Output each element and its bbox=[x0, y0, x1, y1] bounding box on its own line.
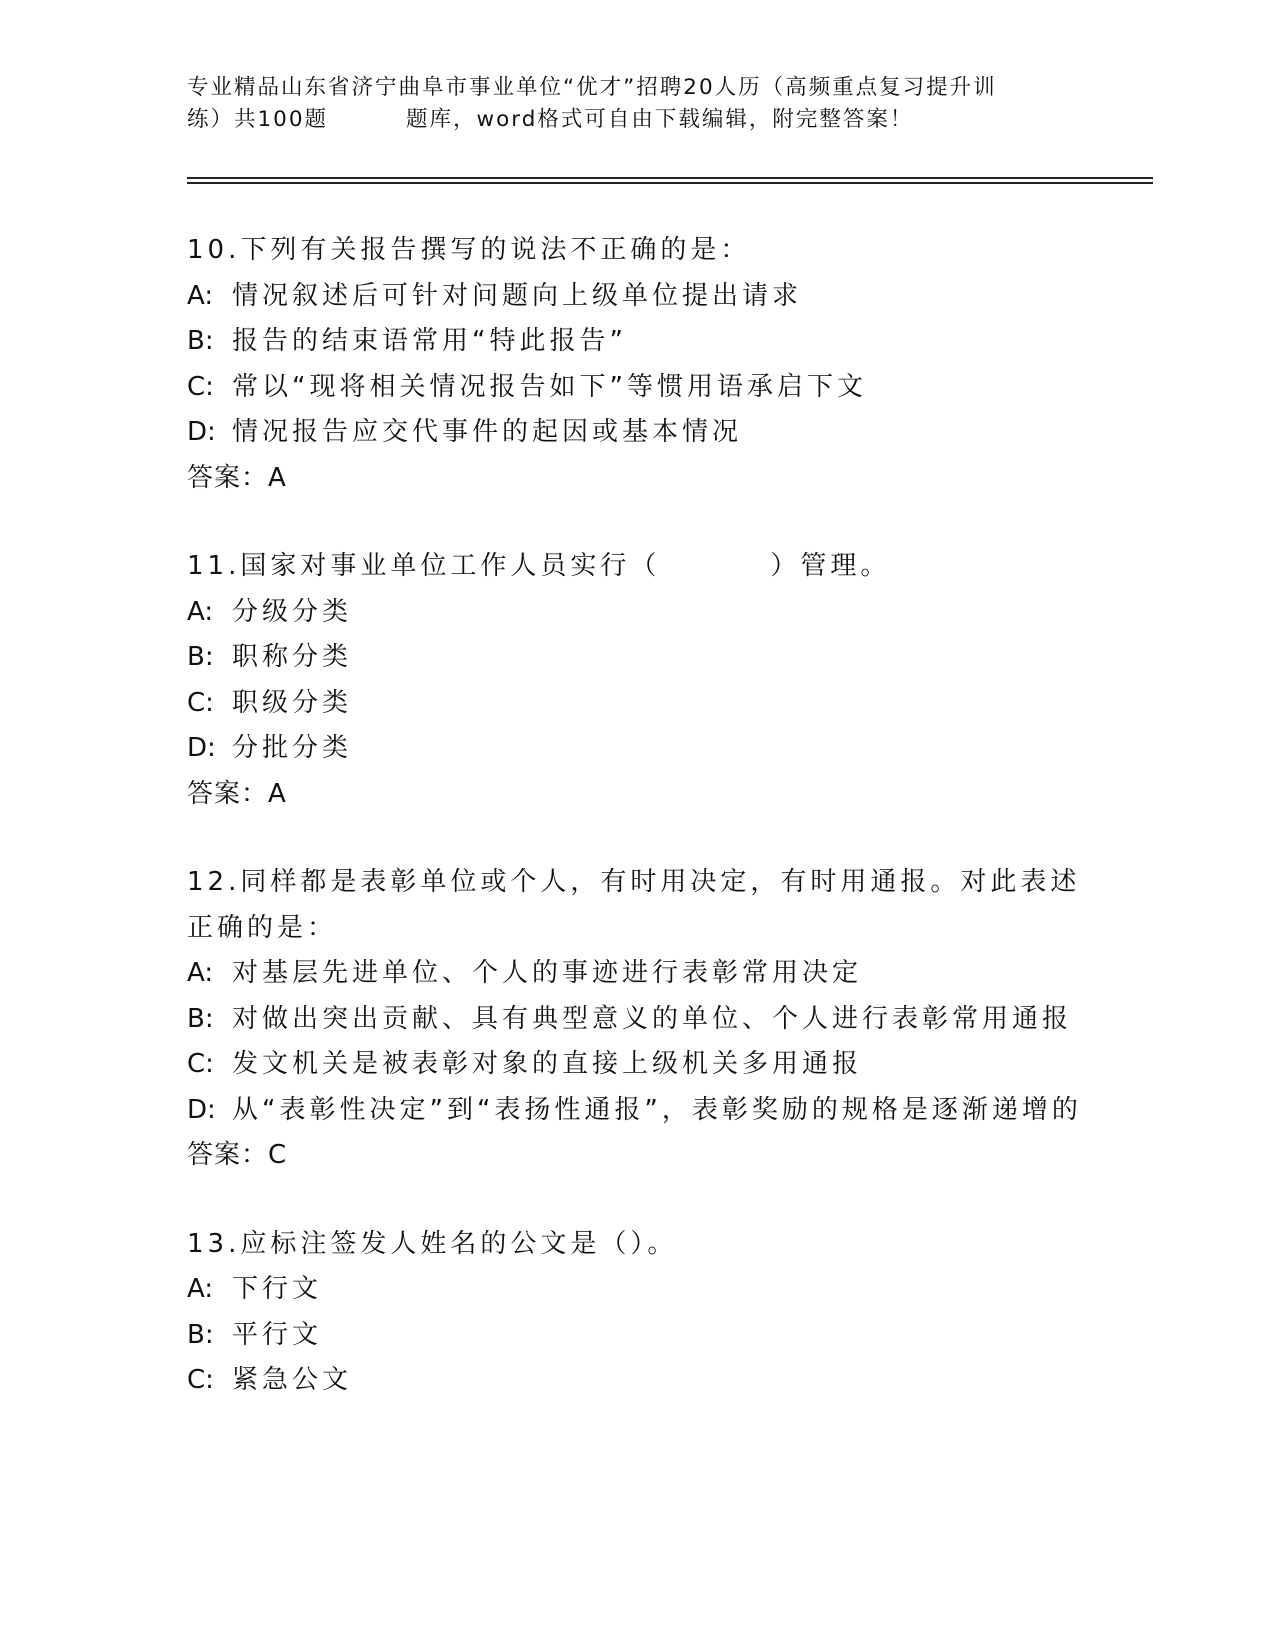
option-a bbox=[187, 951, 1087, 997]
option-letter: B: bbox=[187, 1319, 214, 1350]
option-text: 常以“现将相关情况报告如下”等惯用语承启下文 bbox=[232, 371, 867, 402]
option-text: 分级分类 bbox=[232, 596, 353, 627]
option-d bbox=[187, 1088, 1082, 1134]
option-a bbox=[187, 1267, 1087, 1313]
option-b bbox=[187, 1313, 1087, 1359]
header-divider-bottom bbox=[187, 182, 1153, 184]
question-stem-part-2: ）管理。 bbox=[770, 551, 891, 581]
header-line-2-part-2: 题库，word格式可自由下载编辑，附完整答案！ bbox=[406, 107, 914, 132]
option-a bbox=[187, 274, 1087, 320]
question-stem: 10.下列有关报告撰写的说法不正确的是： bbox=[187, 235, 751, 265]
option-c bbox=[187, 681, 1087, 727]
option-text: 职级分类 bbox=[232, 687, 353, 718]
question-stem-part-1: 11.国家对事业单位工作人员实行（ bbox=[187, 551, 661, 581]
option-text: 从“表彰性决定”到“表扬性通报”，表彰奖励的规格是逐渐递增的 bbox=[232, 1094, 1082, 1125]
option-letter: C: bbox=[187, 687, 214, 718]
option-text: 报告的结束语常用“特此报告” bbox=[232, 326, 627, 356]
option-letter: A: bbox=[187, 1274, 214, 1304]
answer-line: 答案：C bbox=[187, 1140, 288, 1170]
option-d bbox=[187, 410, 1087, 456]
answer-line: 答案：A bbox=[187, 778, 287, 809]
option-b bbox=[187, 997, 1087, 1043]
question-stem: 12.同样都是表彰单位或个人，有时用决定，有时用通报。对此表述正确的是： bbox=[187, 867, 1081, 943]
header-line-1: 专业精品山东省济宁曲阜市事业单位“优才”招聘20人历（高频重点复习提升训 bbox=[187, 75, 997, 100]
option-text: 紧急公文 bbox=[232, 1365, 353, 1395]
question-stem: 13.应标注签发人姓名的公文是（）。 bbox=[187, 1228, 678, 1259]
option-letter: D: bbox=[187, 733, 216, 763]
question-stem bbox=[187, 544, 1087, 590]
option-c bbox=[187, 365, 1087, 411]
option-b bbox=[187, 635, 1087, 681]
option-c bbox=[187, 1042, 1087, 1088]
option-letter: A: bbox=[187, 280, 214, 311]
option-text: 对做出突出贡献、具有典型意义的单位、个人进行表彰常用通报 bbox=[232, 1003, 1073, 1034]
option-d bbox=[187, 726, 1087, 772]
option-c bbox=[187, 1358, 1087, 1404]
option-letter: C: bbox=[187, 1365, 214, 1395]
option-text: 职称分类 bbox=[232, 642, 353, 672]
option-text: 平行文 bbox=[232, 1319, 323, 1350]
question-list bbox=[187, 228, 1087, 1447]
option-a bbox=[187, 590, 1087, 636]
option-text: 对基层先进单位、个人的事迹进行表彰常用决定 bbox=[232, 958, 863, 988]
document-header bbox=[187, 72, 1087, 136]
answer-line: 答案：A bbox=[187, 462, 287, 493]
option-letter: B: bbox=[187, 642, 214, 672]
option-letter: D: bbox=[187, 417, 216, 447]
option-text: 情况报告应交代事件的起因或基本情况 bbox=[232, 417, 743, 447]
option-text: 情况叙述后可针对问题向上级单位提出请求 bbox=[232, 280, 803, 311]
header-divider-top bbox=[187, 177, 1153, 179]
header-line-2-part-1: 练）共100题 bbox=[187, 107, 329, 132]
question-10 bbox=[187, 228, 1087, 501]
option-letter: C: bbox=[187, 1049, 214, 1079]
option-letter: B: bbox=[187, 1003, 214, 1034]
option-text: 分批分类 bbox=[232, 733, 353, 763]
question-13 bbox=[187, 1222, 1087, 1404]
option-letter: C: bbox=[187, 371, 214, 402]
option-b bbox=[187, 319, 1087, 365]
question-12 bbox=[187, 860, 1087, 1179]
option-letter: D: bbox=[187, 1094, 216, 1125]
option-text: 下行文 bbox=[232, 1274, 323, 1304]
option-letter: A: bbox=[187, 958, 214, 988]
question-11 bbox=[187, 544, 1087, 817]
option-letter: B: bbox=[187, 326, 214, 356]
option-text: 发文机关是被表彰对象的直接上级机关多用通报 bbox=[232, 1049, 863, 1079]
option-letter: A: bbox=[187, 596, 214, 627]
